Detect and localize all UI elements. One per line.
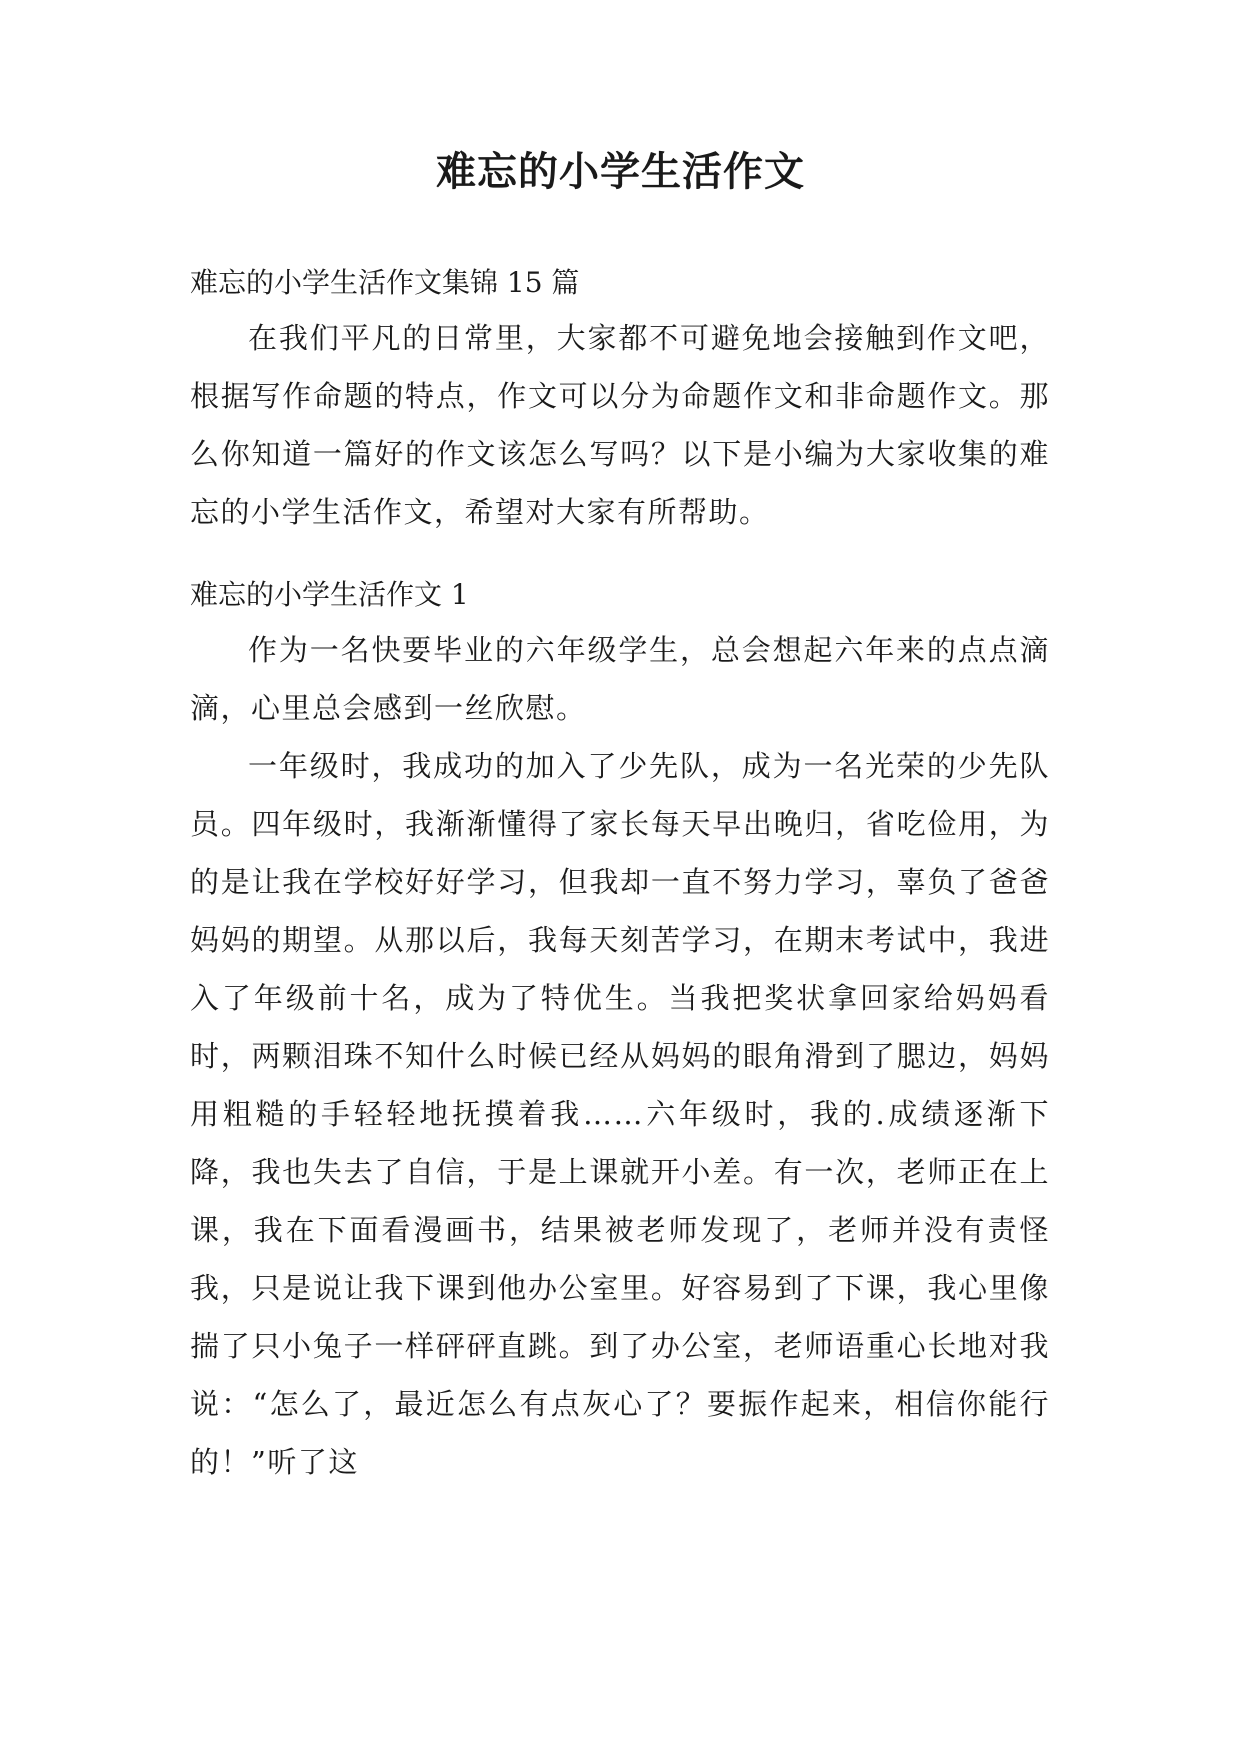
essay-1-body bbox=[190, 621, 1050, 1491]
intro-paragraph: 在我们平凡的日常里，大家都不可避免地会接触到作文吧，根据写作命题的特点，作文可以分为命题作文和非命题作文。那么你知道一篇好的作文该怎么写吗？以下是小编为大家收集的难忘的小学生活作文，希望对大家有所帮助。 bbox=[190, 321, 1050, 529]
document-title: 难忘的小学生活作文 bbox=[436, 148, 805, 195]
intro-block bbox=[190, 309, 1050, 541]
essay-1-heading: 难忘的小学生活作文 1 bbox=[190, 578, 469, 611]
essay-1-paragraph-1: 作为一名快要毕业的六年级学生，总会想起六年来的点点滴滴，心里总会感到一丝欣慰。 bbox=[190, 633, 1050, 725]
essay-1-paragraph-2: 一年级时，我成功的加入了少先队，成为一名光荣的少先队员。四年级时，我渐渐懂得了家长每天早出晚归，省吃俭用，为的是让我在学校好好学习，但我却一直不努力学习，辜负了爸爸妈妈的期望。从那以后，我每天刻苦学习，在期末考试中，我进入了年级前十名，成为了特优生。当我把奖状拿回家给妈妈看时，两颗泪珠不知什么时候已经从妈妈的眼角滑到了腮边，妈妈用粗糙的手轻轻地抚摸着我……六年级时，我的.成绩逐渐下降，我也失去了自信，于是上课就开小差。有一次，老师正在上课，我在下面看漫画书，结果被老师发现了，老师并没有责怪我，只是说让我下课到他办公室里。好容易到了下课，我心里像揣了只小兔子一样砰砰直跳。到了办公室，老师语重心长地对我说：“怎么了，最近怎么有点灰心了？要振作起来，相信你能行的！”听了这 bbox=[190, 749, 1050, 1479]
collection-heading: 难忘的小学生活作文集锦 15 篇 bbox=[190, 266, 580, 299]
